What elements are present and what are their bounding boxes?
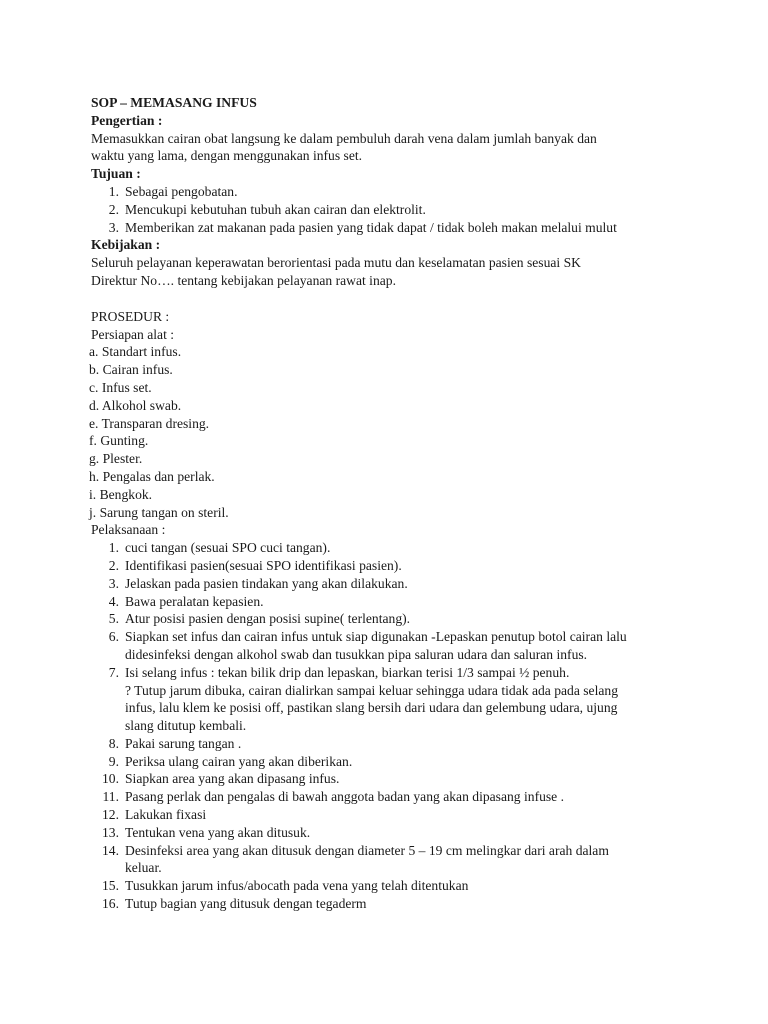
list-item	[91, 664, 708, 682]
item-number: 8.	[108, 735, 119, 751]
list-item	[91, 717, 708, 735]
list-item: c. Infus set.	[89, 379, 152, 395]
list-item	[91, 806, 708, 824]
list-item: h. Pengalas dan perlak.	[89, 468, 215, 484]
list-item	[91, 682, 708, 700]
list-item	[91, 699, 708, 717]
item-number: 10.	[102, 771, 119, 787]
list-item	[91, 753, 708, 771]
item-text: Tentukan vena yang akan ditusuk.	[125, 824, 311, 840]
kebijakan-line: Seluruh pelayanan keperawatan berorientasi pada mutu dan keselamatan pasien sesuai SK	[91, 255, 581, 271]
item-text: Siapkan area yang akan dipasang infus.	[125, 771, 340, 787]
list-item: f. Gunting.	[89, 433, 149, 449]
item-number: 12.	[102, 807, 119, 823]
item-number: 16.	[102, 896, 119, 912]
item-text: cuci tangan (sesuai SPO cuci tangan).	[125, 540, 331, 556]
pengertian-line: waktu yang lama, dengan menggunakan infus set.	[91, 148, 363, 164]
list-item	[91, 842, 708, 860]
item-number	[91, 859, 125, 877]
item-number: 9.	[108, 753, 119, 769]
list-item	[91, 877, 708, 895]
item-number: 15.	[102, 878, 119, 894]
item-text: Jelaskan pada pasien tindakan yang akan dilakukan.	[125, 575, 408, 591]
item-text: slang ditutup kembali.	[125, 718, 247, 734]
item-number: 3.	[108, 219, 119, 235]
persiapan-heading: Persiapan alat :	[91, 326, 175, 342]
list-item: e. Transparan dresing.	[89, 415, 210, 431]
kebijakan-line: Direktur No…. tentang kebijakan pelayanan rawat inap.	[91, 272, 396, 288]
list-item	[91, 859, 708, 877]
item-number: 1.	[108, 540, 119, 556]
item-number: 11.	[102, 789, 119, 805]
list-item	[91, 770, 708, 788]
item-number: 3.	[108, 575, 119, 591]
spacer	[91, 290, 708, 308]
item-text: didesinfeksi dengan alkohol swab dan tusukkan pipa saluran udara dan saluran infus.	[125, 646, 588, 662]
prosedur-heading: PROSEDUR :	[91, 308, 170, 324]
item-number	[91, 699, 125, 717]
item-number	[91, 646, 125, 664]
item-number: 13.	[102, 824, 119, 840]
list-item	[91, 895, 708, 913]
list-item	[91, 610, 708, 628]
pengertian-line: Memasukkan cairan obat langsung ke dalam pembuluh darah vena dalam jumlah banyak dan	[91, 130, 597, 146]
list-item	[91, 824, 708, 842]
pelaksanaan-list	[91, 539, 708, 913]
item-number	[91, 717, 125, 735]
list-item	[91, 219, 708, 237]
item-number: 5.	[108, 611, 119, 627]
item-text: Sebagai pengobatan.	[125, 183, 238, 199]
item-number	[91, 682, 125, 700]
list-item	[91, 593, 708, 611]
item-text: Atur posisi pasien dengan posisi supine( terlentang).	[125, 611, 411, 627]
tujuan-heading: Tujuan :	[91, 166, 141, 182]
item-number: 1.	[108, 183, 119, 199]
item-number: 7.	[108, 664, 119, 680]
item-text: Tusukkan jarum infus/abocath pada vena yang telah ditentukan	[125, 878, 469, 894]
list-item: g. Plester.	[89, 451, 143, 467]
item-text: Identifikasi pasien(sesuai SPO identifikasi pasien).	[125, 557, 402, 573]
item-text: Siapkan set infus dan cairan infus untuk siap digunakan -Lepaskan penutup botol cairan lalu	[125, 629, 627, 645]
list-item: i. Bengkok.	[89, 486, 153, 502]
alat-list	[91, 343, 708, 521]
item-number: 2.	[108, 201, 119, 217]
kebijakan-heading: Kebijakan :	[91, 237, 161, 253]
item-text: infus, lalu klem ke posisi off, pastikan slang bersih dari udara dan gelembung udara, ujung	[125, 700, 618, 716]
list-item	[91, 646, 708, 664]
item-text: Isi selang infus : tekan bilik drip dan lepaskan, biarkan terisi 1/3 sampai ½ penuh.	[125, 664, 570, 680]
item-text: Bawa peralatan kepasien.	[125, 593, 264, 609]
document-title: SOP – MEMASANG INFUS	[91, 95, 257, 110]
item-text: ? Tutup jarum dibuka, cairan dialirkan sampai keluar sehingga udara tidak ada pada selang	[125, 682, 618, 698]
item-text: Desinfeksi area yang akan ditusuk dengan diameter 5 – 19 cm melingkar dari arah dalam	[125, 842, 609, 858]
pelaksanaan-heading: Pelaksanaan :	[91, 522, 166, 538]
item-text: Periksa ulang cairan yang akan diberikan.	[125, 753, 353, 769]
item-number: 14.	[102, 842, 119, 858]
list-item	[91, 628, 708, 646]
list-item	[91, 557, 708, 575]
item-text: Tutup bagian yang ditusuk dengan tegaderm	[125, 896, 367, 912]
list-item: j. Sarung tangan on steril.	[89, 504, 229, 520]
item-text: Memberikan zat makanan pada pasien yang tidak dapat / tidak boleh makan melalui mulut	[125, 219, 617, 235]
list-item	[91, 539, 708, 557]
pengertian-heading: Pengertian :	[91, 112, 163, 128]
list-item: b. Cairan infus.	[89, 362, 173, 378]
list-item	[91, 201, 708, 219]
item-text: Pasang perlak dan pengalas di bawah anggota badan yang akan dipasang infuse .	[125, 789, 565, 805]
list-item: a. Standart infus.	[89, 344, 182, 360]
list-item	[91, 183, 708, 201]
item-number: 2.	[108, 557, 119, 573]
item-text: keluar.	[125, 860, 162, 876]
list-item: d. Alkohol swab.	[89, 397, 182, 413]
item-number: 6.	[108, 629, 119, 645]
list-item	[91, 575, 708, 593]
item-number: 4.	[108, 593, 119, 609]
item-text: Pakai sarung tangan .	[125, 735, 242, 751]
list-item	[91, 735, 708, 753]
item-text: Mencukupi kebutuhan tubuh akan cairan dan elektrolit.	[125, 201, 426, 217]
item-text: Lakukan fixasi	[125, 807, 207, 823]
tujuan-list	[91, 183, 708, 236]
list-item	[91, 788, 708, 806]
